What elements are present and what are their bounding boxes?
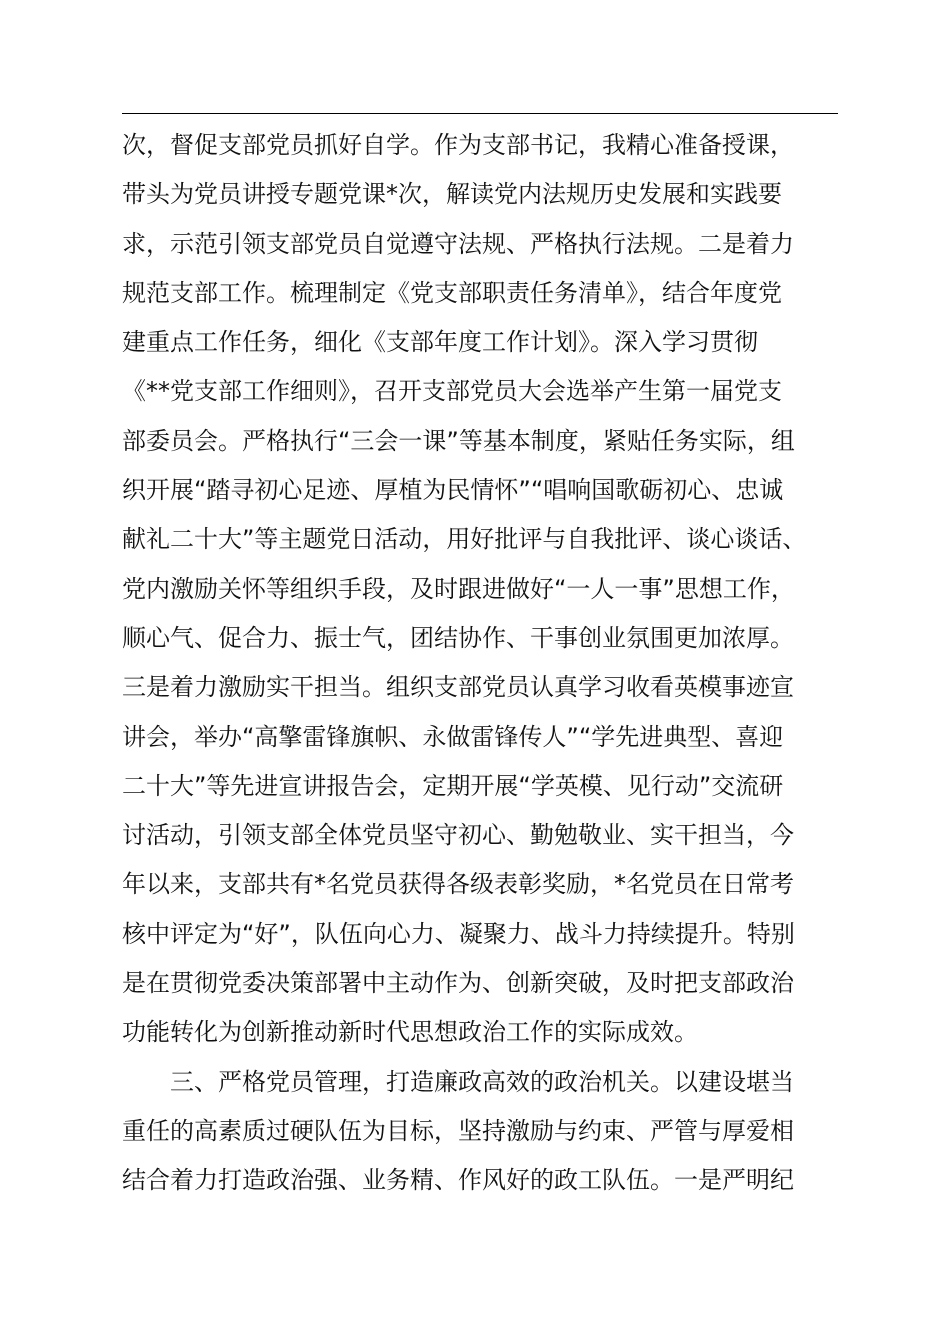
header-rule	[122, 113, 838, 114]
text-line: 年以来，支部共有*名党员获得各级表彰奖励，*名党员在日常考	[122, 870, 794, 899]
text-line: 顺心气、促合力、振士气，团结协作、干事创业氛围更加浓厚。	[122, 623, 794, 652]
text-line: 讲会，举办“高擎雷锋旗帜、永做雷锋传人”“学先进典型、喜迎	[122, 722, 784, 751]
text-line: 带头为党员讲授专题党课*次，解读党内法规历史发展和实践要	[122, 180, 782, 209]
text-line: 结合着力打造政治强、业务精、作风好的政工队伍。一是严明纪	[122, 1166, 794, 1195]
text-line: 功能转化为创新推动新时代思想政治工作的实际成效。	[122, 1018, 698, 1047]
text-line: 规范支部工作。梳理制定《党支部职责任务清单》，结合年度党	[122, 278, 782, 307]
body-text	[122, 121, 842, 1206]
text-line: 是在贯彻党委决策部署中主动作为、创新突破，及时把支部政治	[122, 969, 794, 998]
section-heading-line: 三、严格党员管理，打造廉政高效的政治机关。以建设堪当	[170, 1067, 794, 1096]
text-line: 《**党支部工作细则》，召开支部党员大会选举产生第一届党支	[122, 377, 782, 406]
text-line: 献礼二十大”等主题党日活动，用好批评与自我批评、谈心谈话、	[122, 525, 807, 554]
text-line: 党内激励关怀等组织手段，及时跟进做好“一人一事”思想工作，	[122, 574, 795, 603]
text-line: 核中评定为“好”，队伍向心力、凝聚力、战斗力持续提升。特别	[122, 919, 795, 948]
text-line: 织开展“踏寻初心足迹、厚植为民情怀”“唱响国歌砺初心、忠诚	[122, 476, 784, 505]
text-line: 建重点工作任务，细化《支部年度工作计划》。深入学习贯彻	[122, 328, 758, 357]
text-line: 部委员会。严格执行“三会一课”等基本制度，紧贴任务实际，组	[122, 426, 795, 455]
text-line: 讨活动，引领支部全体党员坚守初心、勤勉敬业、实干担当，今	[122, 821, 794, 850]
text-line: 重任的高素质过硬队伍为目标，坚持激励与约束、严管与厚爱相	[122, 1116, 794, 1145]
text-line: 求，示范引领支部党员自觉遵守法规、严格执行法规。二是着力	[122, 229, 794, 258]
text-line: 三是着力激励实干担当。组织支部党员认真学习收看英模事迹宣	[122, 673, 794, 702]
text-line: 二十大”等先进宣讲报告会，定期开展“学英模、见行动”交流研	[122, 771, 784, 800]
text-line: 次，督促支部党员抓好自学。作为支部书记，我精心准备授课，	[122, 131, 794, 159]
